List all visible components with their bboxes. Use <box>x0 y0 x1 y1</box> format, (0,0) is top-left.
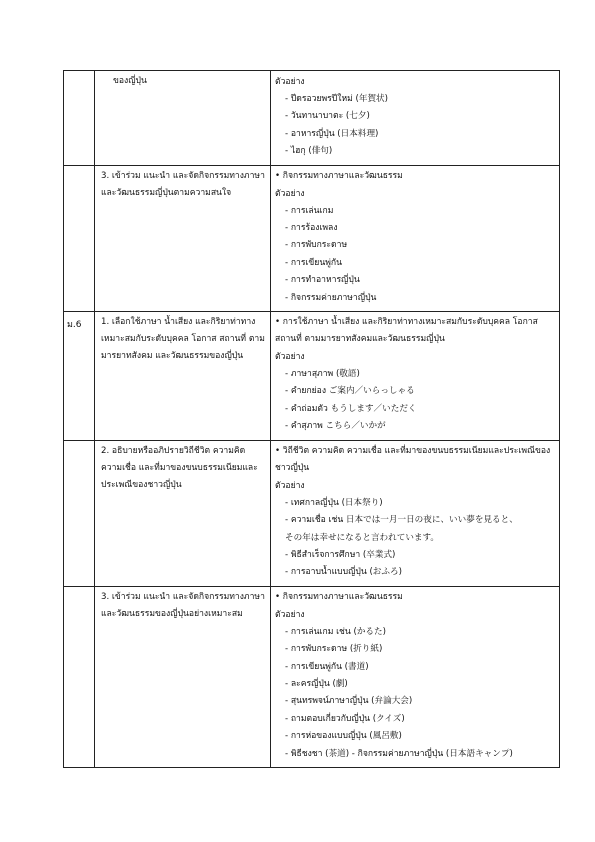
example-item: - การเล่นเกม เช่น (かるた) <box>285 626 386 637</box>
content-heading: • กิจกรรมทางภาษาและวัฒนธรรม <box>275 591 403 602</box>
example-item: - คำสุภาพ こちら／いかが <box>285 421 386 432</box>
table-row <box>64 312 560 441</box>
example-item: - เทศกาลญี่ปุ่น (日本祭り) <box>285 497 383 508</box>
example-item: - ละครญี่ปุ่น (劇) <box>285 678 348 689</box>
example-item: - การทำอาหารญี่ปุ่น <box>285 275 360 286</box>
grade-level-cell <box>64 586 95 767</box>
indicator-cell <box>95 71 271 166</box>
content-heading: • กิจกรรมทางภาษาและวัฒนธรรม <box>275 170 403 181</box>
indicator-text: 3. เข้าร่วม แนะนำ และจัดกิจกรรมทางภาษาและวัฒนธรรมของญี่ปุ่นอย่างเหมาะสม <box>101 591 265 619</box>
indicator-text: 1. เลือกใช้ภาษา น้ำเสียง และกิริยาท่าทางเหมาะสมกับระดับบุคคล โอกาส สถานที่ ตามมารยาทสังคม และวัฒนธรรมของญี่ปุ่น <box>101 317 265 362</box>
indicator-text: 2. อธิบายหรืออภิปรายวิถีชีวิต ความคิด ความเชื่อ และที่มาของขนบธรรมเนียมและประเพณีของชาวญี่ปุ่น <box>101 445 258 490</box>
example-item: その年は幸せになると言われています。 <box>285 532 440 543</box>
example-item: - สุนทรพจน์ภาษาญี่ปุ่น (弁論大会) <box>285 696 413 707</box>
example-item: - ไฮกุ (俳句) <box>285 146 333 157</box>
table-body <box>64 71 560 768</box>
table-row <box>64 586 560 767</box>
example-item: - กิจกรรมค่ายภาษาญี่ปุ่น <box>285 292 377 303</box>
table-row <box>64 71 560 166</box>
example-item: - การพับกระดาษ <box>285 240 348 251</box>
example-item: - พิธีชงชา (茶道) - กิจกรรมค่ายภาษาญี่ปุ่น (日本語キャンプ) <box>285 748 513 759</box>
indicator-cell <box>95 165 271 311</box>
example-item: - คำถ่อมตัว もうします／いただく <box>285 403 417 414</box>
example-item: - ปีดรอวยพรปีใหม่ (年賀状) <box>285 94 388 104</box>
example-item: - การอาบน้ำแบบญี่ปุ่น (おふろ) <box>285 567 402 578</box>
example-item: - ความเชื่อ เช่น 日本では一月一日の夜に、いい夢を見ると、 <box>285 515 518 526</box>
example-item: - การเล่นเกม <box>285 205 334 216</box>
example-item: - การพับกระดาษ (折り紙) <box>285 644 383 655</box>
content-cell <box>271 71 560 166</box>
example-list <box>275 624 555 763</box>
grade-level-cell <box>64 165 95 311</box>
content-cell <box>271 165 560 311</box>
example-label: ตัวอย่าง <box>275 480 305 491</box>
grade-level <box>64 441 94 446</box>
grade-level-cell <box>64 71 95 166</box>
example-item: - การร้องเพลง <box>285 223 338 234</box>
example-item: - การห่อของแบบญี่ปุ่น (風呂敷) <box>285 731 402 742</box>
grade-level <box>64 587 94 592</box>
example-list <box>275 495 555 582</box>
example-list <box>275 91 555 161</box>
example-item: - ถามตอบเกี่ยวกับญี่ปุ่น (クイズ) <box>285 713 405 724</box>
grade-level-cell <box>64 440 95 586</box>
indicator-cell <box>95 586 271 767</box>
table-row <box>64 440 560 586</box>
content-heading: • การใช้ภาษา น้ำเสียง และกิริยาท่าทางเหมาะสมกับระดับบุคคล โอกาส สถานที่ ตามมารยาทสังคมและวัฒนธรรมญี่ปุ่น <box>275 317 538 345</box>
indicator-text: ของญี่ปุ่น <box>113 76 147 86</box>
content-cell <box>271 440 560 586</box>
example-item: - อาหารญี่ปุ่น (日本料理) <box>285 128 379 139</box>
grade-level <box>64 166 94 171</box>
content-cell <box>271 586 560 767</box>
example-item: - การเขียนพู่กัน <box>285 257 342 268</box>
indicator-cell <box>95 440 271 586</box>
indicator-text: 3. เข้าร่วม แนะนำ และจัดกิจกรรมทางภาษาและวัฒนธรรมญี่ปุ่นตามความสนใจ <box>101 170 265 198</box>
example-item: - คำยกย่อง ご案内／いらっしゃる <box>285 386 415 397</box>
grade-level <box>64 71 94 76</box>
grade-level-cell <box>64 312 95 441</box>
example-item: - วันทานาบาตะ (七夕) <box>285 111 370 122</box>
curriculum-table <box>63 70 560 768</box>
example-label: ตัวอย่าง <box>275 352 305 363</box>
grade-level: ม.6 <box>67 320 82 331</box>
example-label: ตัวอย่าง <box>275 609 305 620</box>
example-label: ตัวอย่าง <box>275 77 305 87</box>
content-heading: • วิถีชีวิต ความคิด ความเชื่อ และที่มาของขนบธรรมเนียมและประเพณีของชาวญี่ปุ่น <box>275 445 551 473</box>
table-row <box>64 165 560 311</box>
example-list <box>275 203 555 307</box>
example-item: - ภาษาสุภาพ (敬語) <box>285 369 360 380</box>
example-item: - พิธีสำเร็จการศึกษา (卒業式) <box>285 549 396 560</box>
example-label: ตัวอย่าง <box>275 188 305 199</box>
content-cell <box>271 312 560 441</box>
example-list <box>275 366 555 436</box>
indicator-cell <box>95 312 271 441</box>
example-item: - การเขียนพู่กัน (書道) <box>285 661 369 672</box>
